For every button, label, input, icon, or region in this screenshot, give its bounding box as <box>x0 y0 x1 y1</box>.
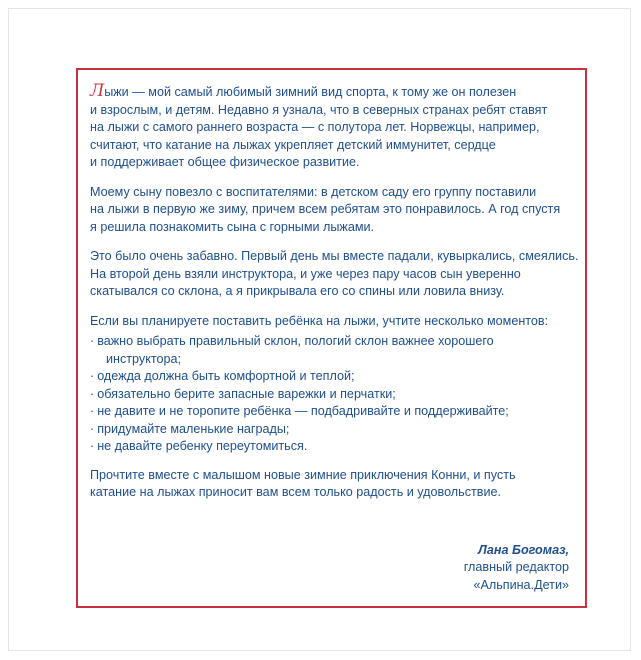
bullet-dot-icon: · <box>90 404 95 418</box>
paragraph-fun <box>90 248 579 301</box>
tips-list <box>90 333 573 456</box>
bullet-dot-icon: · <box>90 386 95 401</box>
paragraph-line: На второй день взяли инструктора, и уже через пару часов сын уверенно <box>90 266 521 281</box>
signature-block <box>464 542 569 595</box>
bullet-dot-icon: · <box>90 369 95 383</box>
paragraph-tips-intro <box>90 313 573 331</box>
paragraph-line: считают, что катание на лыжах укрепляет детский иммунитет, сердце <box>90 137 496 152</box>
list-item: · не давайте ребенку переутомиться. <box>90 439 308 453</box>
paragraph-intro <box>90 83 573 172</box>
paragraph-line: и взрослым, и детям. Недавно я узнала, что в северных странах ребят ставят <box>90 102 548 117</box>
paragraph-line: Если вы планируете поставить ребёнка на лыжи, учтите несколько моментов: <box>90 313 549 328</box>
drop-cap: Л <box>90 81 105 101</box>
list-item: · обязательно берите запасные варежки и перчатки; <box>90 386 396 401</box>
list-item: · не давите и не торопите ребёнка — подбадривайте и поддерживайте; <box>90 404 509 418</box>
list-item: · важно выбрать правильный склон, пологий склон важнее хорошего инструктора; <box>90 334 494 366</box>
paragraph-line: скатывался со склона, а я прикрывала его со спины или ловила внизу. <box>90 284 505 298</box>
paragraph-line: на лыжи с самого раннего возраста — с полутора лет. Норвежцы, например, <box>90 120 540 134</box>
paragraph-line: Моему сыну повезло с воспитателями: в детском саду его группу поставили <box>90 184 537 199</box>
paragraph-line: катание на лыжах приносит вам всем только радость и удовольствие. <box>90 485 501 499</box>
list-item: · одежда должна быть комфортной и теплой; <box>90 369 355 383</box>
bullet-dot-icon: · <box>90 439 95 453</box>
paragraph-closing <box>90 467 573 502</box>
signature-role: главный редактор <box>463 560 569 574</box>
paragraph-line: я решила познакомить сына с горными лыжами. <box>90 219 375 234</box>
paragraph-line: на лыжи в первую же зиму, причем всем ребятам это понравилось. А год спустя <box>90 202 561 216</box>
signature-name: Лана Богомаз, <box>478 542 569 557</box>
paragraph-line: и поддерживает общее физическое развитие. <box>90 155 360 169</box>
paragraph-line: Прочтите вместе с малышом новые зимние приключения Конни, и пусть <box>90 467 516 482</box>
paragraph-line: Лыжи — мой самый любимый зимний вид спорта, к тому же он полезен <box>90 81 517 101</box>
paragraph-line: Это было очень забавно. Первый день мы вместе падали, кувыркались, смеялись. <box>90 249 579 263</box>
bullet-dot-icon: · <box>90 421 95 436</box>
bullet-dot-icon: · <box>90 334 95 348</box>
signature-organization: «Альпина.Дети» <box>473 577 569 592</box>
list-item: · придумайте маленькие награды; <box>90 421 290 436</box>
paragraph-son <box>90 184 573 237</box>
editor-letter-frame <box>76 68 587 608</box>
